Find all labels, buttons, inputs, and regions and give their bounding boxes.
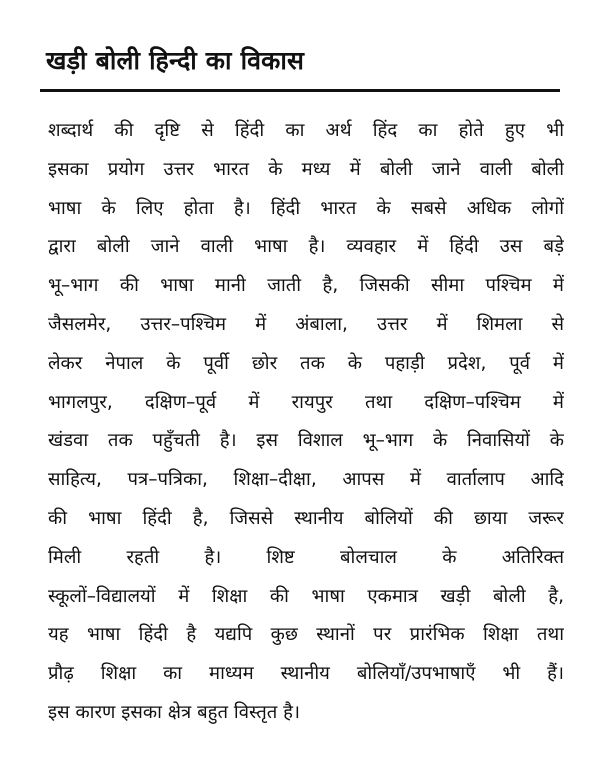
text-line: भू–भाग की भाषा मानी जाती है, जिसकी सीमा पश्चिम में <box>48 275 564 297</box>
text-line: द्वारा बोली जाने वाली भाषा है। व्यवहार में हिंदी उस बड़े <box>48 236 564 258</box>
text-line: स्कूलों–विद्यालयों में शिक्षा की भाषा एकमात्र खड़ी बोली है, <box>48 585 564 607</box>
text-line: इस कारण इसका क्षेत्र बहुत विस्तृत है। <box>48 701 301 723</box>
text-line: इसका प्रयोग उत्तर भारत के मध्य में बोली जाने वाली बोली <box>48 158 564 180</box>
text-line: शब्दार्थ की दृष्टि से हिंदी का अर्थ हिंद का होते हुए भी <box>48 120 564 141</box>
text-line: यह भाषा हिंदी है यद्यपि कुछ स्थानों पर प्रारंभिक शिक्षा तथा <box>48 624 564 646</box>
text-line: की भाषा हिंदी है, जिससे स्थानीय बोलियों की छाया जरूर <box>48 507 564 529</box>
text-line: भागलपुर, दक्षिण–पूर्व में रायपुर तथा दक्षिण–पश्चिम में <box>48 391 564 413</box>
text-line: खंडवा तक पहुँचती है। इस विशाल भू–भाग के निवासियों के <box>48 430 564 452</box>
text-line: प्रौढ़ शिक्षा का माध्यम स्थानीय बोलियाँ/उपभाषाएँ भी हैं। <box>48 663 564 685</box>
text-line: लेकर नेपाल के पूर्वी छोर तक के पहाड़ी प्रदेश, पूर्व में <box>48 352 564 374</box>
title-underline <box>40 89 560 92</box>
body-paragraph <box>48 112 564 733</box>
document-title: खड़ी बोली हिन्दी का विकास <box>46 46 305 75</box>
text-line: भाषा के लिए होता है। हिंदी भारत के सबसे अधिक लोगों <box>48 197 564 219</box>
text-line: जैसलमेर, उत्तर–पश्चिम में अंबाला, उत्तर में शिमला से <box>48 313 564 335</box>
text-line: साहित्य, पत्र–पत्रिका, शिक्षा–दीक्षा, आपस में वार्तालाप आदि <box>48 469 564 491</box>
text-line: मिली रहती है। शिष्ट बोलचाल के अतिरिक्त <box>48 546 564 568</box>
